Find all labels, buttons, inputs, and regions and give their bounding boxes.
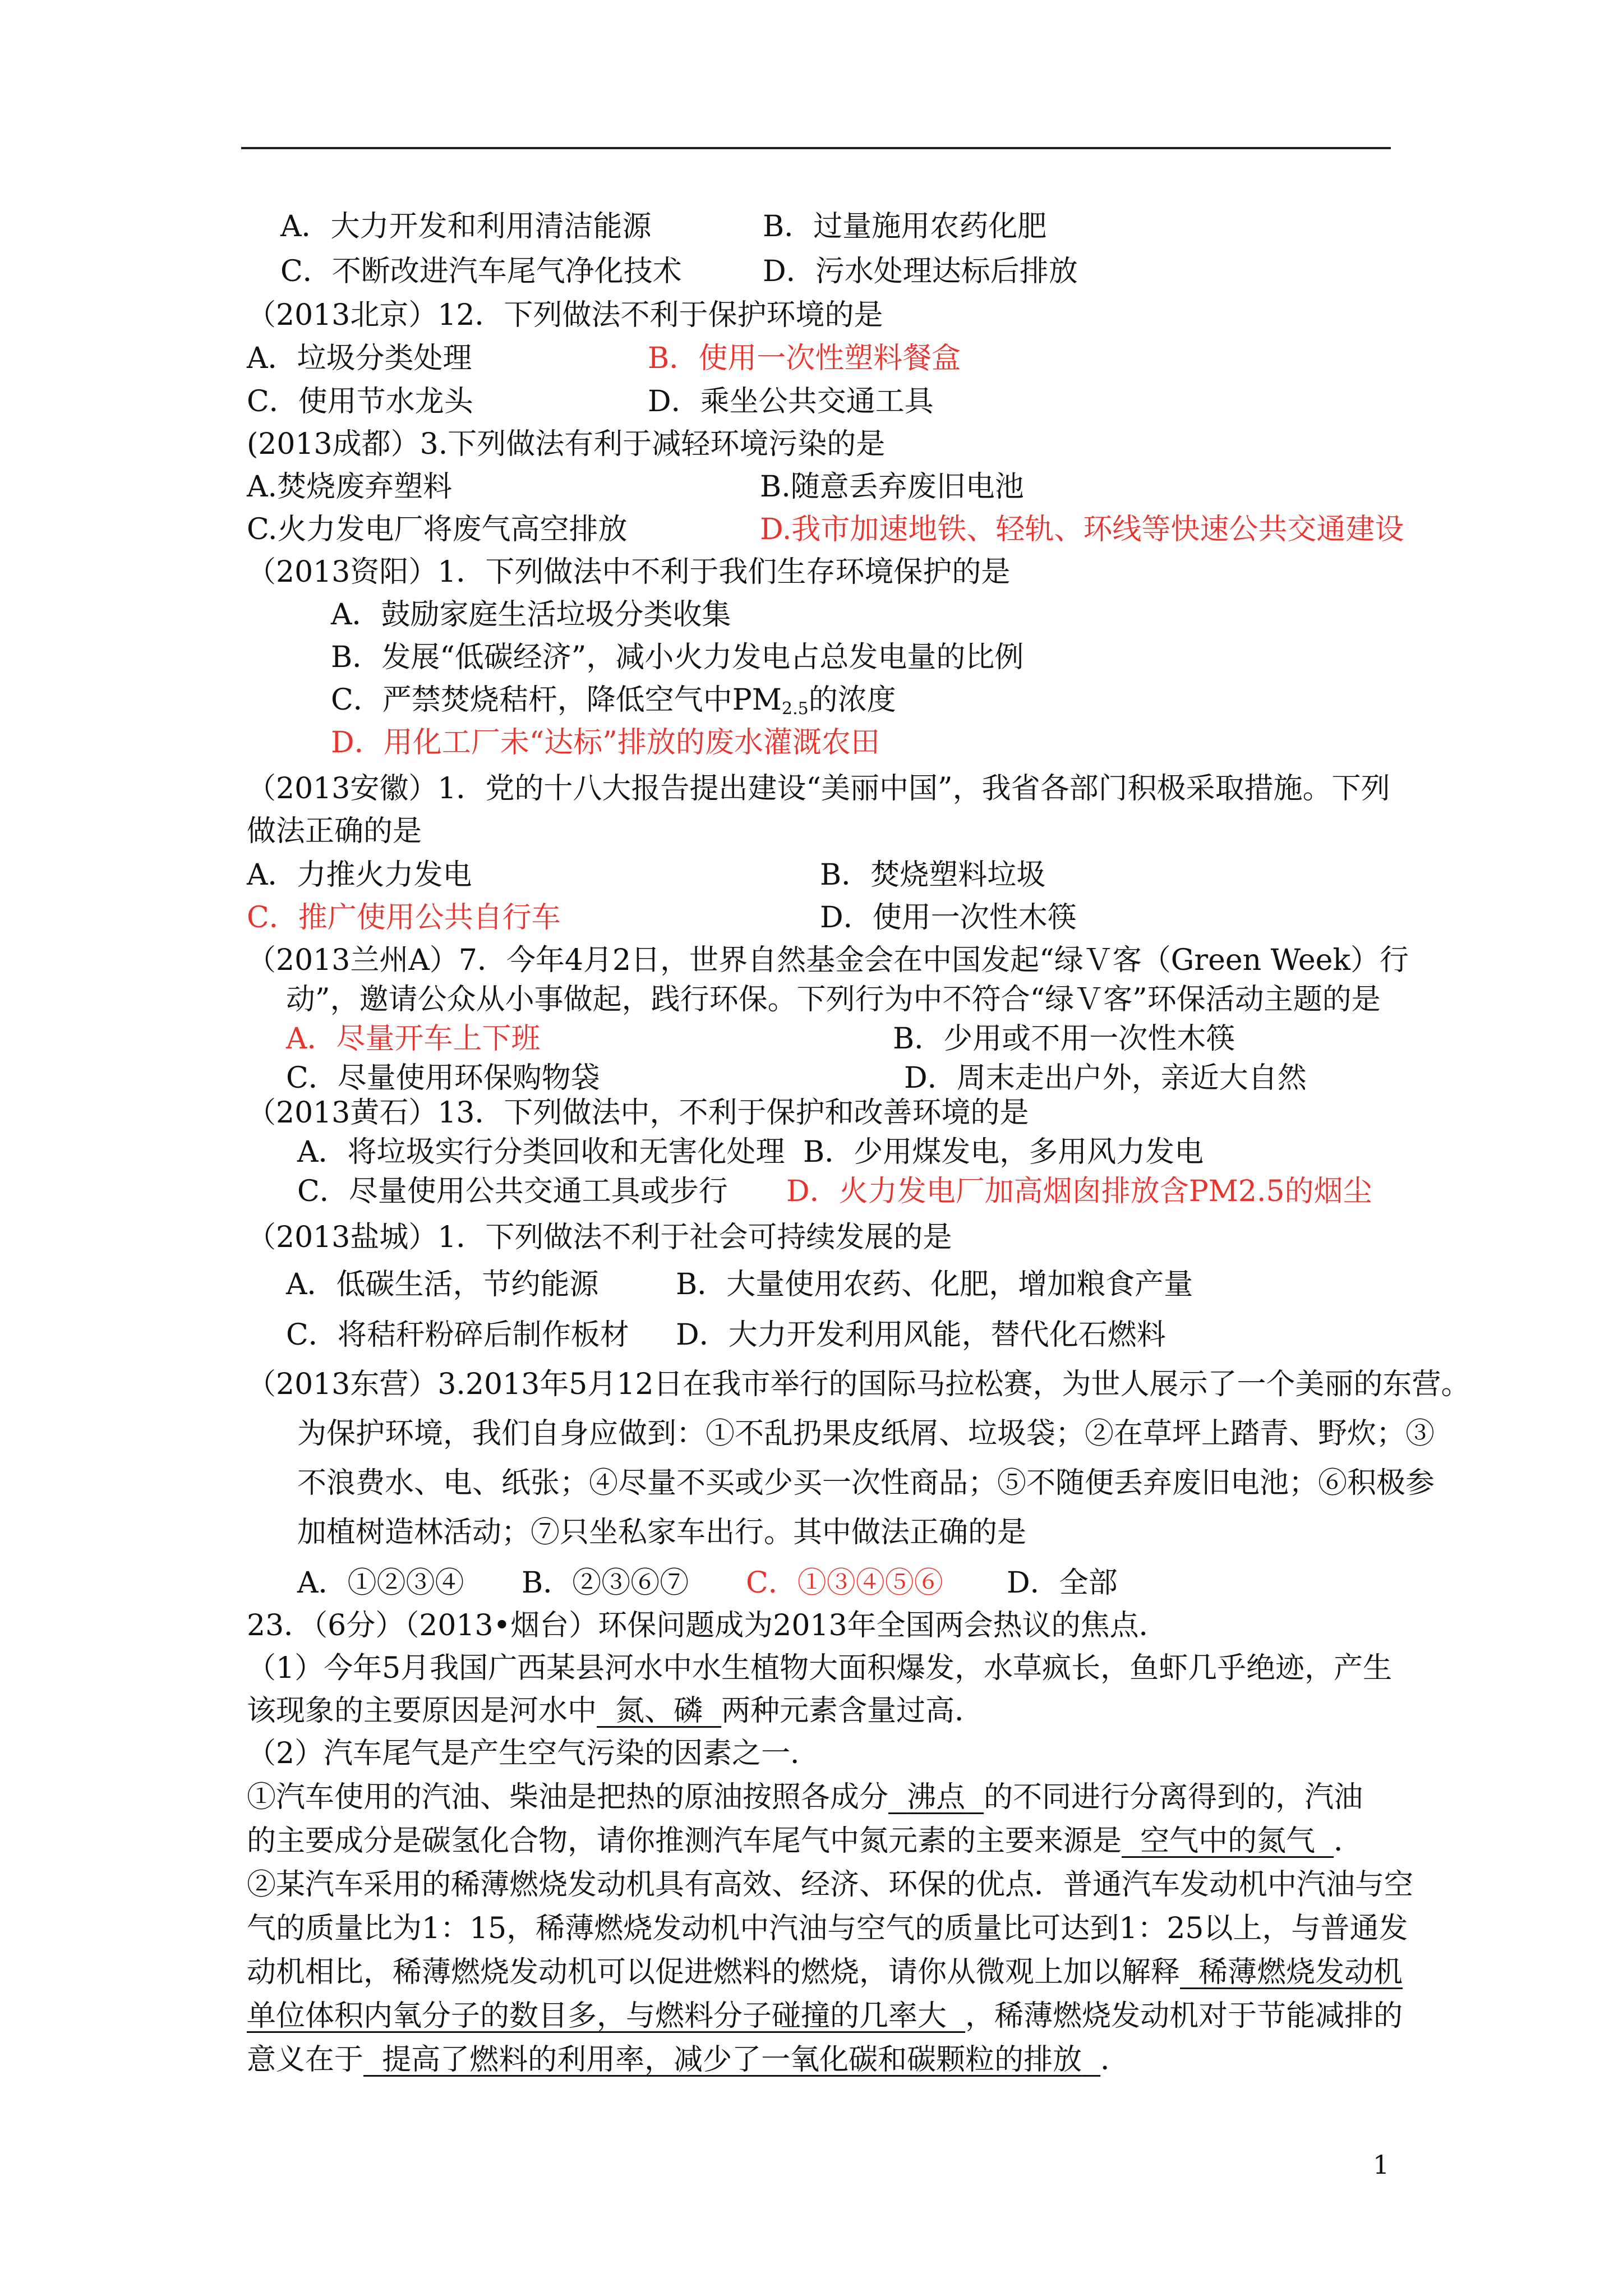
answer-blank-explanation-b: 单位体积内氧分子的数目多，与燃料分子碰撞的几率大: [247, 1999, 947, 2033]
huangshi-option-c: C．尽量使用公共交通工具或步行: [297, 1175, 728, 1208]
ziyang-option-a: A．鼓励家庭生活垃圾分类收集: [331, 598, 731, 632]
beijing-option-c: C．使用节水龙头: [247, 385, 473, 418]
yantai-stem: 23．（6分）（2013•烟台）环保问题成为2013年全国两会热议的焦点．: [247, 1609, 1168, 1642]
yantai-part1-line1: （1）今年5月我国广西某县河水中水生植物大面积爆发，水草疯长，鱼虾几乎绝迹，产生: [247, 1651, 1393, 1685]
lanzhou-option-b: B．少用或不用一次性木筷: [893, 1022, 1235, 1056]
prev-option-a: A．大力开发和利用清洁能源: [280, 210, 652, 243]
answer-blank-significance: 提高了燃料的利用率，减少了一氧化碳和碳颗粒的排放: [382, 2043, 1082, 2077]
lanzhou-stem-line1: （2013兰州A）7．今年4月2日，世界自然基金会在中国发起“绿Ｖ客（Green Week）行: [247, 944, 1409, 977]
dongying-stem-line1: （2013东营）3.2013年5月12日在我市举行的国际马拉松赛，为世人展示了一个美丽的东营。: [247, 1368, 1470, 1401]
yantai-part2b-line4: 单位体积内氧分子的数目多，与燃料分子碰撞的几率大 ，稀薄燃烧发动机对于节能减排的: [247, 1999, 1403, 2033]
chengdu-option-a: A.焚烧废弃塑料: [247, 470, 453, 504]
yantai-part2b-line1: ②某汽车采用的稀薄燃烧发动机具有高效、经济、环保的优点．普通汽车发动机中汽油与空: [247, 1868, 1414, 1902]
huangshi-option-a: A．将垃圾实行分类回收和无害化处理: [297, 1135, 785, 1169]
pm-subscript: 2.5: [782, 699, 809, 719]
chengdu-option-d: D.我市加速地铁、轻轨、环线等快速公共交通建设: [760, 513, 1404, 546]
yancheng-option-d: D．大力开发利用风能，替代化石燃料: [676, 1318, 1166, 1352]
beijing-option-a: A．垃圾分类处理: [247, 342, 472, 375]
anhui-stem-line2: 做法正确的是: [247, 815, 422, 848]
yantai-part2a-line2: 的主要成分是碳氢化合物，请你推测汽车尾气中氮元素的主要来源是 空气中的氮气 ．: [247, 1824, 1363, 1858]
chengdu-option-b: B.随意丢弃废旧电池: [760, 470, 1024, 504]
dongying-option-d: D．全部: [1007, 1566, 1118, 1600]
huangshi-stem: （2013黄石）13．下列做法中，不利于保护和改善环境的是: [247, 1096, 1029, 1130]
beijing-option-d: D．乘坐公共交通工具: [648, 385, 934, 418]
page-number: 1: [1373, 2150, 1390, 2180]
chengdu-stem: (2013成都）3.下列做法有利于减轻环境污染的是: [247, 427, 886, 461]
beijing-stem: （2013北京）12．下列做法不利于保护环境的是: [247, 298, 883, 332]
lanzhou-option-a: A．尽量开车上下班: [286, 1022, 541, 1056]
yancheng-stem: （2013盐城）1．下列做法不利于社会可持续发展的是: [247, 1221, 952, 1254]
prev-option-c: C．不断改进汽车尾气净化技术: [280, 255, 682, 288]
yantai-part2b-line3: 动机相比，稀薄燃烧发动机可以促进燃料的燃烧，请你从微观上加以解释 稀薄燃烧发动机: [247, 1955, 1403, 1989]
yantai-part2: （2）汽车尾气是产生空气污染的因素之一．: [247, 1737, 820, 1770]
lanzhou-stem-line2: 动”，邀请公众从小事做起，践行环保。下列行为中不符合“绿Ｖ客”环保活动主题的是: [286, 983, 1381, 1016]
yantai-part2b-line2: 气的质量比为1：15，稀薄燃烧发动机中汽油与空气的质量比可达到1：25以上，与普通发: [247, 1912, 1408, 1945]
answer-blank-nitrogen-source: 空气中的氮气: [1140, 1824, 1316, 1858]
ziyang-option-b: B．发展“低碳经济”，减小火力发电占总发电量的比例: [331, 641, 1024, 674]
dongying-option-a: A．①②③④: [297, 1566, 464, 1600]
dongying-option-c: C．①③④⑤⑥: [746, 1566, 943, 1600]
lanzhou-option-c: C．尽量使用环保购物袋: [286, 1061, 600, 1095]
huangshi-option-d: D．火力发电厂加高烟囱排放含PM2.5的烟尘: [786, 1175, 1372, 1208]
beijing-option-b: B．使用一次性塑料餐盒: [648, 342, 961, 375]
dongying-stem-line4: 加植树造林活动；⑦只坐私家车出行。其中做法正确的是: [297, 1516, 1027, 1549]
lanzhou-option-d: D．周末走出户外，亲近大自然: [904, 1061, 1307, 1095]
yancheng-option-b: B．大量使用农药、化肥，增加粮食产量: [676, 1268, 1193, 1301]
ziyang-option-c: C．严禁焚烧秸杆，降低空气中$PM_{2.5}$的浓度: [331, 683, 896, 719]
dongying-stem-line2: 为保护环境，我们自身应做到：①不乱扔果皮纸屑、垃圾袋；②在草坪上踏青、野炊；③: [297, 1417, 1435, 1451]
anhui-stem-line1: （2013安徽）1．党的十八大报告提出建设“美丽中国”，我省各部门积极采取措施。下列: [247, 772, 1390, 806]
dongying-stem-line3: 不浪费水、电、纸张；④尽量不买或少买一次性商品；⑤不随便丢弃废旧电池；⑥积极参: [297, 1466, 1435, 1500]
ziyang-stem: （2013资阳）1．下列做法中不利于我们生存环境保护的是: [247, 555, 1011, 589]
chengdu-option-c: C.火力发电厂将废气高空排放: [247, 513, 628, 546]
prev-option-b: B．过量施用农药化肥: [763, 210, 1047, 243]
prev-option-d: D．污水处理达标后排放: [763, 255, 1078, 288]
yancheng-option-c: C．将秸秆粉碎后制作板材: [286, 1318, 629, 1352]
huangshi-option-b: B．少用煤发电，多用风力发电: [803, 1135, 1204, 1169]
answer-blank-boiling-point: 沸点: [907, 1780, 966, 1814]
yantai-part2b-line5: 意义在于 提高了燃料的利用率，减少了一氧化碳和碳颗粒的排放 ．: [247, 2043, 1130, 2077]
ziyang-option-d: D．用化工厂未“达标”排放的废水灌溉农田: [331, 726, 880, 760]
answer-blank-explanation-a: 稀薄燃烧发动机: [1198, 1955, 1403, 1989]
answer-blank-elements: 氮、磷: [615, 1694, 703, 1728]
anhui-option-d: D．使用一次性木筷: [820, 901, 1077, 935]
yantai-part2a-line1: ①汽车使用的汽油、柴油是把热的原油按照各成分 沸点 的不同进行分离得到的，汽油: [247, 1780, 1363, 1814]
anhui-option-a: A．力推火力发电: [247, 858, 472, 892]
yancheng-option-a: A．低碳生活，节约能源: [286, 1268, 599, 1301]
anhui-option-c: C．推广使用公共自行车: [247, 901, 561, 935]
yantai-part1-line2: 该现象的主要原因是河水中 氮、磷 两种元素含量过高．: [247, 1694, 984, 1728]
anhui-option-b: B．焚烧塑料垃圾: [820, 858, 1046, 892]
header-rule: [241, 147, 1391, 149]
dongying-option-b: B．②③⑥⑦: [522, 1566, 689, 1600]
